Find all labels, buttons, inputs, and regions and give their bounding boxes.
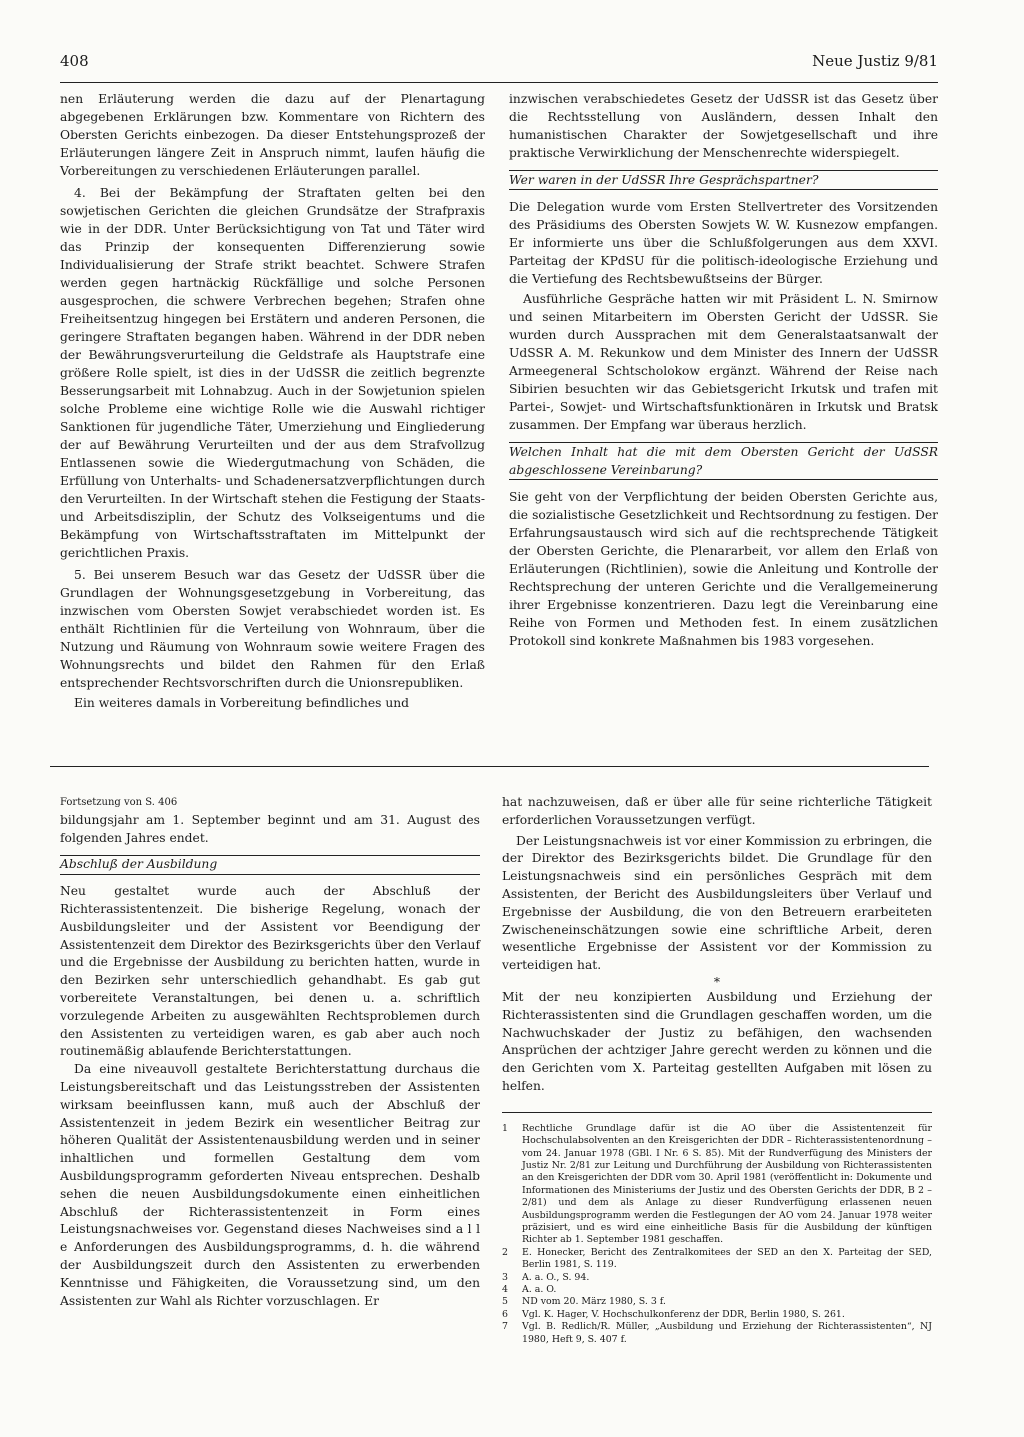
footnote-number: 4 bbox=[502, 1284, 508, 1296]
footnote-number: 7 bbox=[502, 1321, 508, 1333]
footnote-text: A. a. O. bbox=[522, 1284, 557, 1296]
footnote-number: 6 bbox=[502, 1308, 508, 1320]
footnote-text: A. a. O., S. 94. bbox=[522, 1271, 590, 1283]
paragraph: Ein weiteres damals in Vorbereitung befindliches und bbox=[74, 696, 410, 710]
paragraph: Ausführliche Gespräche hatten wir mit Präsident L. N. Smirnow und seinen Mitarbeitern im Obersten Gericht der UdSSR. Sie wurden durch Aussprachen mit dem Generalstaatsanwalt der UdSSR A. M. Rekunkow und dem Minister des Innern der UdSSR Armeegeneral Schtscholokow ergänzt. Während der Reise nach Sibirien besuchten wir das Gebietsgericht Irkutsk und trafen mit Partei-, Sowjet- und Wirtschaftsfunktionären in Irkutsk und Bratsk zusammen. Der Empfang war überaus herzlich. bbox=[509, 292, 938, 432]
footnote bbox=[502, 1321, 932, 1346]
footnote bbox=[502, 1296, 932, 1308]
bottom-left-column bbox=[60, 794, 480, 1310]
paragraph: Sie geht von der Verpflichtung der beiden Obersten Gerichte aus, die sozialistische Gesetzlichkeit und Rechtsordnung zu festigen. Der Erfahrungsaustausch wird sich auf die rechtsprechende Tätigkeit der Obersten Gerichte, die Plenararbeit, vor allem den Erlaß von Erläuterungen (Richtlinien), sowie die Anleitung und Kontrolle der Rechtsprechung der unteren Gerichte und die Verallgemeinerung ihrer Ergebnisse konzentrieren. Dazu legt die Vereinbarung eine Reihe von Formen und Methoden fest. In einem zusätzlichen Protokoll sind konkrete Maßnahmen bis 1983 vorgesehen. bbox=[509, 490, 938, 648]
footnote-text: E. Honecker, Bericht des Zentralkomitees der SED an den X. Parteitag der SED, Berlin 1981, S. 119. bbox=[522, 1246, 932, 1271]
footnote bbox=[502, 1272, 932, 1284]
paragraph: 4. Bei der Bekämpfung der Straftaten gelten bei den sowjetischen Gerichten die gleichen Grundsätze der Strafpraxis wie in der DDR. Unter Berücksichtigung von Tat und Täter wird das Prinzip der konsequenten Differenzierung sowie Individualisierung der Strafe strikt beachtet. Schwere Strafen werden gegen hartnäckig Rückfällige und solche Personen ausgesprochen, die schwere Verbrechen begehen; Strafen ohne Freiheitsentzug hingegen bei Erstätern und anderen Personen, die geringere Straftaten begangen haben. Während in der DDR neben der Bewährungsverurteilung die Geldstrafe als Hauptstrafe eine größere Rolle spielt, ist dies in der UdSSR die zeitlich begrenzte Besserungsarbeit mit Lohnabzug. Auch in der Sowjetunion spielen solche Probleme eine wichtige Rolle wie die Auswahl richtiger Sanktionen für jugendliche Täter, Umerziehung und Eingliederung der auf Bewährung Verurteilten und der aus dem Strafvollzug Entlassenen sowie die Wiedergutmachung von Schäden, die Erfüllung von Unterhalts- und Schadenersatzverpflichtungen durch den Verurteilten. In der Wirtschaft stehen die Festigung der Staats- und Arbeitsdisziplin, der Schutz des Volkseigentums und die Bekämpfung von Wirtschaftsstraftaten im Mittelpunkt der gerichtlichen Praxis. bbox=[60, 186, 485, 560]
top-left-column bbox=[60, 90, 485, 712]
footnote bbox=[502, 1309, 932, 1321]
footnote-number: 3 bbox=[502, 1271, 508, 1283]
paragraph: hat nachzuweisen, daß er über alle für seine richterliche Tätigkeit erforderlichen Voraussetzungen verfügt. bbox=[502, 795, 932, 827]
article-divider bbox=[50, 766, 929, 767]
paragraph: bildungsjahr am 1. September beginnt und am 31. August des folgenden Jahres endet. bbox=[60, 812, 480, 845]
footnote-text: Vgl. B. Redlich/R. Müller, „Ausbildung und Erziehung der Richterassistenten“, NJ 1980, Heft 9, S. 407 f. bbox=[522, 1321, 932, 1345]
footnotes bbox=[502, 1123, 932, 1346]
continuation-note: Fortsetzung von S. 406 bbox=[60, 797, 178, 808]
page-header bbox=[60, 52, 938, 83]
paragraph: nen Erläuterung werden die dazu auf der Plenartagung abgegebenen Erklärungen bzw. Kommentare von Richtern des Obersten Gerichts einbezogen. Da dieser Entstehungsprozeß der Erläuterungen längere Zeit in Anspruch nimmt, laufen häufig die Vorbereitungen zu verschiedenen Erläuterungen parallel. bbox=[60, 92, 485, 178]
paragraph: Neu gestaltet wurde auch der Abschluß der Richterassistentenzeit. Die bisherige Regelung, wonach der Ausbildungsleiter und der Assistent vor Beendigung der Assistentenzeit dem Direktor des Bezirksgerichts über den Verlauf und die Ergebnisse der Ausbildung zu berichten hatten, wurde in den Bezirken sehr unterschiedlich gehandhabt. Es gab gut vorbereitete Veranstaltungen, bei denen u. a. schriftlich vorzulegende Arbeiten zu ausgewählten Rechtsproblemen durch den Assistenten zu verteidigen waren, es gab aber auch noch routinemäßig ablaufende Berichterstattungen. bbox=[60, 884, 480, 1059]
footnote-text: ND vom 20. März 1980, S. 3 f. bbox=[522, 1296, 666, 1308]
paragraph: Da eine niveauvoll gestaltete Berichterstattung durchaus die Leistungsbereitschaft und das Leistungsstreben der Assistenten wirksam beeinflussen kann, muß auch der Abschluß der Assistentenzeit in jedem Bezirk ein wesentlicher Beitrag zur höheren Qualität der Assistentenausbildung werden und in seiner inhaltlichen und formellen Gestaltung dem vom Ausbildungsprogramm geforderten Niveau entsprechen. Deshalb sehen die neuen Ausbildungsdokumente einen einheitlichen Abschluß der Richterassistentenzeit in Form eines Leistungsnachweises vor. Gegenstand dieses Nachweises sind a l l e Anforderungen des Ausbildungsprogramms, d. h. die während der Ausbildungszeit durch den Assistenten zu erwerbenden Kenntnisse und Fähigkeiten, die Voraussetzung sind, um den Assistenten zur Wahl als Richter vorzuschlagen. Er bbox=[60, 1062, 480, 1308]
footnote-number: 1 bbox=[502, 1122, 508, 1134]
footnote-number: 5 bbox=[502, 1296, 508, 1308]
journal-issue: Neue Justiz 9/81 bbox=[812, 52, 938, 70]
interview-question: Wer waren in der UdSSR Ihre Gesprächspartner? bbox=[509, 173, 819, 187]
page-number: 408 bbox=[60, 52, 89, 70]
section-rule-bottom bbox=[60, 874, 480, 875]
interview-question: Welchen Inhalt hat die mit dem Obersten Gericht der UdSSR abgeschlossene Vereinbarung? bbox=[509, 445, 938, 477]
bottom-right-column bbox=[502, 794, 932, 1346]
paragraph: Der Leistungsnachweis ist vor einer Kommission zu erbringen, die der Direktor des Bezirksgerichts bildet. Die Grundlage für den Leistungsnachweis sind ein persönliches Gespräch mit dem Assistenten, der Bericht des Ausbildungsleiters über Verlauf und Ergebnisse der Ausbildung, die von den Betreuern erarbeiteten Zwischeneinschätzungen sowie eine schriftliche Arbeit, deren wesentliche Ergebnisse der Assistent vor der Kommission zu verteidigen hat. bbox=[502, 833, 932, 973]
footnote-rule bbox=[502, 1112, 932, 1113]
footnote-text: Rechtliche Grundlage dafür ist die AO über die Assistentenzeit für Hochschulabsolventen an den Kreisgerichten der DDR – Richterassistentenordnung – vom 24. Januar 1978 (GBl. I Nr. 6 S. 85). Mit der Rundverfügung des Ministers der Justiz Nr. 2/81 zur Leitung und Durchführung der Ausbildung von Richterassistenten an den Kreisgerichten der DDR vom 30. April 1981 (veröffentlicht in: Dokumente und Informationen des Ministeriums der Justiz und des Obersten Gerichts der DDR, B 2 – 2/81) und dem als Anlage zu dieser Rundverfügung erlassenen neuen Ausbildungsprogramm werden die Festlegungen der AO vom 24. Januar 1978 weiter präzisiert, und es wird eine einheitliche Basis für die Ausbildung der künftigen Richter ab 1. September 1981 geschaffen. bbox=[522, 1122, 932, 1246]
question-rule-bottom bbox=[509, 479, 938, 480]
paragraph: inzwischen verabschiedetes Gesetz der UdSSR ist das Gesetz über die Rechtsstellung von Ausländern, dessen Inhalt den humanistischen Charakter der Sowjetgesellschaft und ihre praktische Verwirklichung der Menschenrechte widerspiegelt. bbox=[509, 92, 938, 160]
footnote bbox=[502, 1247, 932, 1272]
footnote bbox=[502, 1284, 932, 1296]
paragraph: Mit der neu konzipierten Ausbildung und Erziehung der Richterassistenten sind die Grundlagen geschaffen worden, um die Nachwuchskader der Justiz zu befähigen, den wachsenden Ansprüchen der achtziger Jahre gerecht werden zu können und die den Gerichten vom X. Parteitag gestellten Aufgaben mit lösen zu helfen. bbox=[502, 989, 932, 1093]
top-right-column bbox=[509, 90, 938, 650]
footnote-number: 2 bbox=[502, 1246, 508, 1258]
paragraph: Die Delegation wurde vom Ersten Stellvertreter des Vorsitzenden des Präsidiums des Obersten Sowjets W. W. Kusnezow empfangen. Er informierte uns über die Schlußfolgerungen aus dem XXVI. Parteitag der KPdSU für die politisch-ideologische Erziehung und die Vertiefung des Rechtsbewußtseins der Bürger. bbox=[509, 200, 938, 286]
section-break-star: * bbox=[713, 974, 721, 989]
footnote bbox=[502, 1123, 932, 1247]
paragraph: 5. Bei unserem Besuch war das Gesetz der UdSSR über die Grundlagen der Wohnungsgesetzgebung in Vorbereitung, das inzwischen vom Obersten Sowjet verabschiedet worden ist. Es enthält Richtlinien für die Verteilung von Wohnraum, über die Nutzung und Räumung von Wohnraum sowie weitere Fragen des Wohnungsrechts und bildet den Rahmen für den Erlaß entsprechender Rechtsvorschriften durch die Unionsrepubliken. bbox=[60, 568, 485, 690]
footnote-text: Vgl. K. Hager, V. Hochschulkonferenz der DDR, Berlin 1980, S. 261. bbox=[522, 1308, 845, 1320]
section-heading: Abschluß der Ausbildung bbox=[60, 857, 218, 872]
question-rule-bottom bbox=[509, 189, 938, 190]
